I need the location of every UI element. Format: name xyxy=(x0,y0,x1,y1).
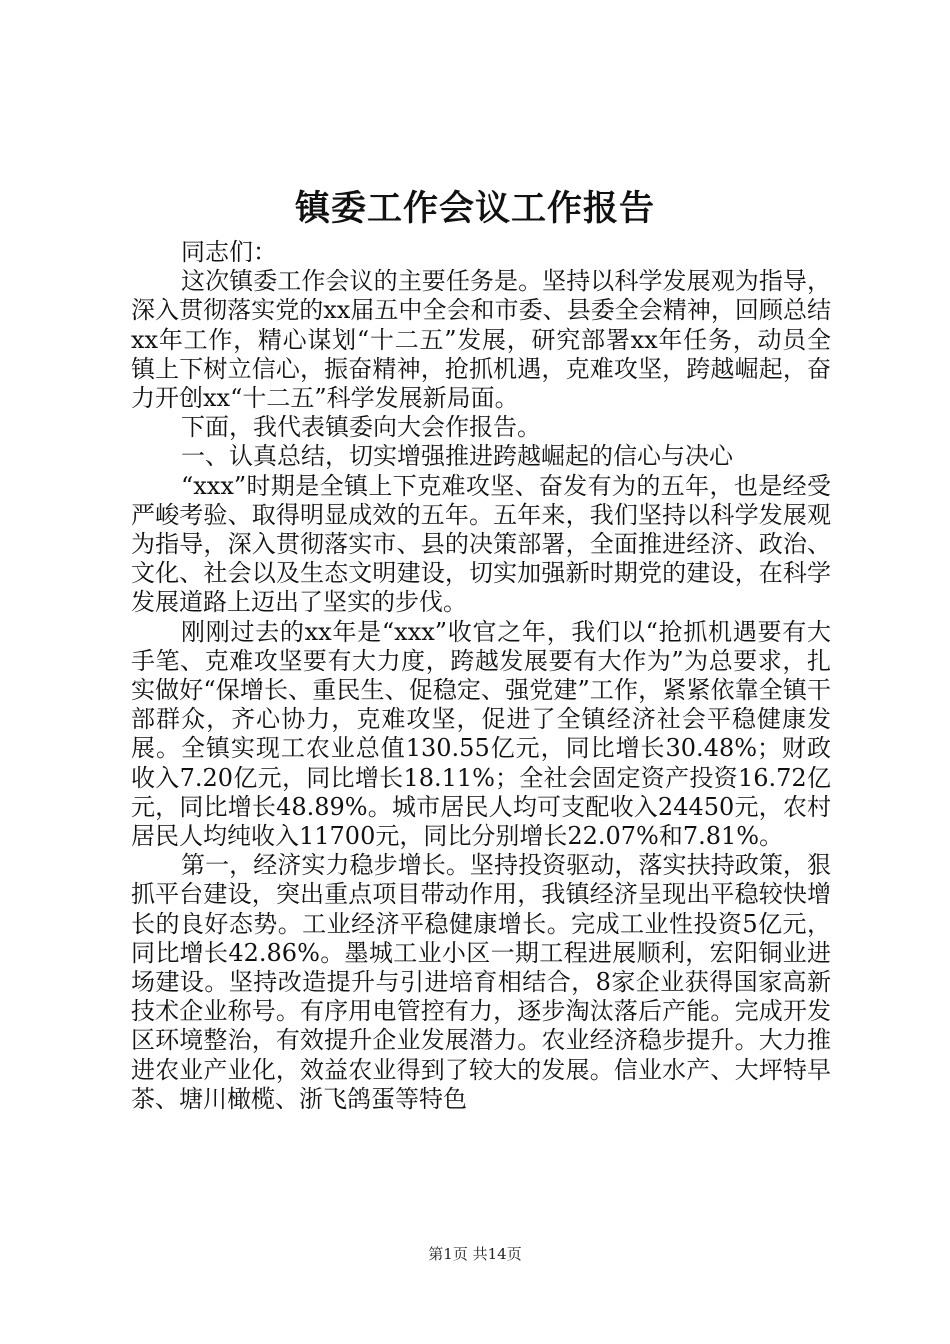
past-year-summary-paragraph: 刚刚过去的xx年是“xxx”收官之年，我们以“抢抓机遇要有大手笔、克难攻坚要有大力度，跨越发展要有大作为”为总要求，扎实做好“保增长、重民生、促稳定、强党建”工作，紧紧依靠全镇干部群众，齐心协力，克难攻坚，促进了全镇经济社会平稳健康发展。全镇实现工农业总值130.55亿元，同比增长30.48%；财政收入7.20亿元，同比增长18.11%；全社会固定资产投资16.72亿元，同比增长48.89%。城市居民人均可支配收入24450元，农村居民人均纯收入11700元，同比分别增长22.07%和7.81%。 xyxy=(131,617,831,851)
report-statement-paragraph: 下面，我代表镇委向大会作报告。 xyxy=(181,413,541,442)
document-body xyxy=(131,238,831,1114)
section-heading-1: 一、认真总结，切实增强推进跨越崛起的信心与决心 xyxy=(181,442,733,471)
page-footer: 第1页 共14页 xyxy=(428,1245,522,1263)
document-title: 镇委工作会议工作报告 xyxy=(294,188,655,229)
salutation-paragraph: 同志们： xyxy=(181,238,277,266)
five-year-review-paragraph: “xxx”时期是全镇上下克难攻坚、奋发有为的五年，也是经受严峻考验、取得明显成效的五年。五年来，我们坚持以科学发展观为指导，深入贯彻落实市、县的决策部署，全面推进经济、政治、文化、社会以及生态文明建设，切实加强新时期党的建设，在科学发展道路上迈出了坚实的步伐。 xyxy=(131,471,831,617)
intro-paragraph: 这次镇委工作会议的主要任务是。坚持以科学发展观为指导，深入贯彻落实党的xx届五中全会和市委、县委全会精神，回顾总结xx年工作，精心谋划“十二五”发展，研究部署xx年任务，动员全镇上下树立信心，振奋精神，抢抓机遇，克难攻坚，跨越崛起，奋力开创xx“十二五”科学发展新局面。 xyxy=(131,267,831,413)
economic-strength-paragraph: 第一，经济实力稳步增长。坚持投资驱动，落实扶持政策，狠抓平台建设，突出重点项目带动作用，我镇经济呈现出平稳较快增长的良好态势。工业经济平稳健康增长。完成工业性投资5亿元，同比增长42.86%。墨城工业小区一期工程进展顺利，宏阳铜业进场建设。坚持改造提升与引进培育相结合，8家企业获得国家高新技术企业称号。有序用电管控有力，逐步淘汰落后产能。完成开发区环境整治，有效提升企业发展潜力。农业经济稳步提升。大力推进农业产业化，效益农业得到了较大的发展。信业水产、大坪特早茶、塘川橄榄、浙飞鸽蛋等特色 xyxy=(131,851,831,1113)
